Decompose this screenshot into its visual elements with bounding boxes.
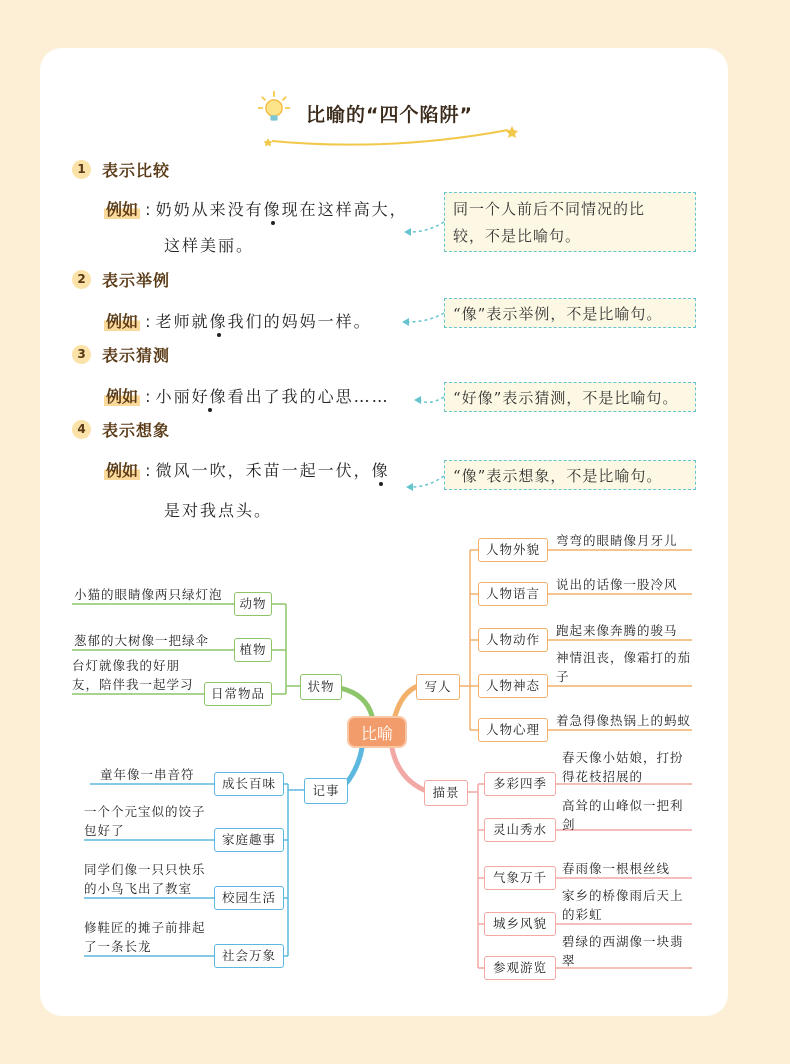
- node-label: 人物神态: [478, 674, 548, 698]
- example-text: 老师就像我们的妈妈一样。: [155, 312, 372, 331]
- example-text: 微风一吹，禾苗一起一伏，像: [155, 461, 390, 480]
- example-text-cont: 这样美丽。: [164, 236, 255, 255]
- node-example: 碧绿的西湖像一块翡翠: [562, 934, 684, 968]
- section-heading: 表示举例: [102, 271, 171, 290]
- node-example: 着急得像热锅上的蚂蚁: [556, 713, 692, 728]
- node-label: 家庭趣事: [214, 828, 284, 852]
- node-example: 说出的话像一股冷风: [556, 577, 678, 592]
- page-title: 比喻的“四个陷阱”: [306, 104, 473, 126]
- explanation-note: “好像”表示猜测，不是比喻句。: [444, 382, 696, 412]
- example-row: 例如 : 奶奶从来没有像现在这样高大，: [106, 200, 408, 219]
- example-text-cont: 是对我点头。: [164, 501, 273, 520]
- node-label: 校园生活: [214, 886, 284, 910]
- node-label: 人物心理: [478, 718, 548, 742]
- node-example: 台灯就像我的好朋友，陪伴我一起学习: [72, 658, 194, 692]
- explanation-note: “像”表示想象，不是比喻句。: [444, 460, 696, 490]
- section-number: 1: [72, 160, 91, 179]
- node-label: 人物语言: [478, 582, 548, 606]
- node-example: 跑起来像奔腾的骏马: [556, 623, 678, 638]
- branch-zhuangwu: 状物: [300, 674, 342, 700]
- node-label: 气象万千: [484, 866, 556, 890]
- explanation-note: “像”表示举例，不是比喻句。: [444, 298, 696, 328]
- node-label: 日常物品: [204, 682, 272, 706]
- section-number: 4: [72, 420, 91, 439]
- node-example: 高耸的山峰似一把利剑: [562, 798, 684, 832]
- section-heading: 表示猜测: [102, 346, 171, 365]
- example-text: 小丽好像看出了我的心思……: [155, 387, 390, 406]
- node-example: 同学们像一只只快乐的小鸟飞出了教室: [84, 862, 206, 896]
- node-label: 灵山秀水: [484, 818, 556, 842]
- example-row: 例如 : 老师就像我们的妈妈一样。: [106, 312, 372, 331]
- example-label: 例如: [106, 312, 139, 331]
- example-label: 例如: [106, 387, 139, 406]
- example-row: 例如 : 微风一吹，禾苗一起一伏，像: [106, 461, 390, 480]
- node-label: 人物动作: [478, 628, 548, 652]
- branch-miaojing: 描景: [424, 780, 468, 806]
- section-number: 2: [72, 270, 91, 289]
- example-row: 例如 : 小丽好像看出了我的心思……: [106, 387, 390, 406]
- node-example: 修鞋匠的摊子前排起了一条长龙: [84, 920, 206, 954]
- branch-xieren: 写人: [416, 674, 460, 700]
- node-example: 家乡的桥像雨后天上的彩虹: [562, 888, 684, 922]
- node-label: 植物: [234, 638, 272, 662]
- node-example: 春天像小姑娘，打扮得花枝招展的: [562, 750, 684, 784]
- node-label: 参观游览: [484, 956, 556, 980]
- node-label: 多彩四季: [484, 772, 556, 796]
- example-label: 例如: [106, 461, 139, 480]
- lightbulb-icon: [256, 90, 292, 126]
- node-example: 弯弯的眼睛像月牙儿: [556, 533, 678, 548]
- branch-jishi: 记事: [304, 778, 348, 804]
- node-example: 葱郁的大树像一把绿伞: [74, 633, 210, 648]
- node-example: 神情沮丧，像霜打的茄子: [556, 650, 692, 684]
- node-example: 一个个元宝似的饺子包好了: [84, 804, 206, 838]
- example-label: 例如: [106, 200, 139, 219]
- node-label: 城乡风貌: [484, 912, 556, 936]
- node-label: 动物: [234, 592, 272, 616]
- node-label: 社会万象: [214, 944, 284, 968]
- example-text: 奶奶从来没有像现在这样高大，: [155, 200, 408, 219]
- section-number: 3: [72, 345, 91, 364]
- node-example: 小猫的眼睛像两只绿灯泡: [74, 587, 223, 602]
- section-heading: 表示想象: [102, 421, 171, 440]
- section-heading: 表示比较: [102, 161, 171, 180]
- node-label: 人物外貌: [478, 538, 548, 562]
- explanation-note: 同一个人前后不同情况的比 较，不是比喻句。: [444, 192, 696, 252]
- mindmap-center: 比喻: [347, 716, 407, 748]
- node-example: 童年像一串音符: [100, 767, 195, 782]
- node-label: 成长百味: [214, 772, 284, 796]
- node-example: 春雨像一根根丝线: [562, 861, 671, 876]
